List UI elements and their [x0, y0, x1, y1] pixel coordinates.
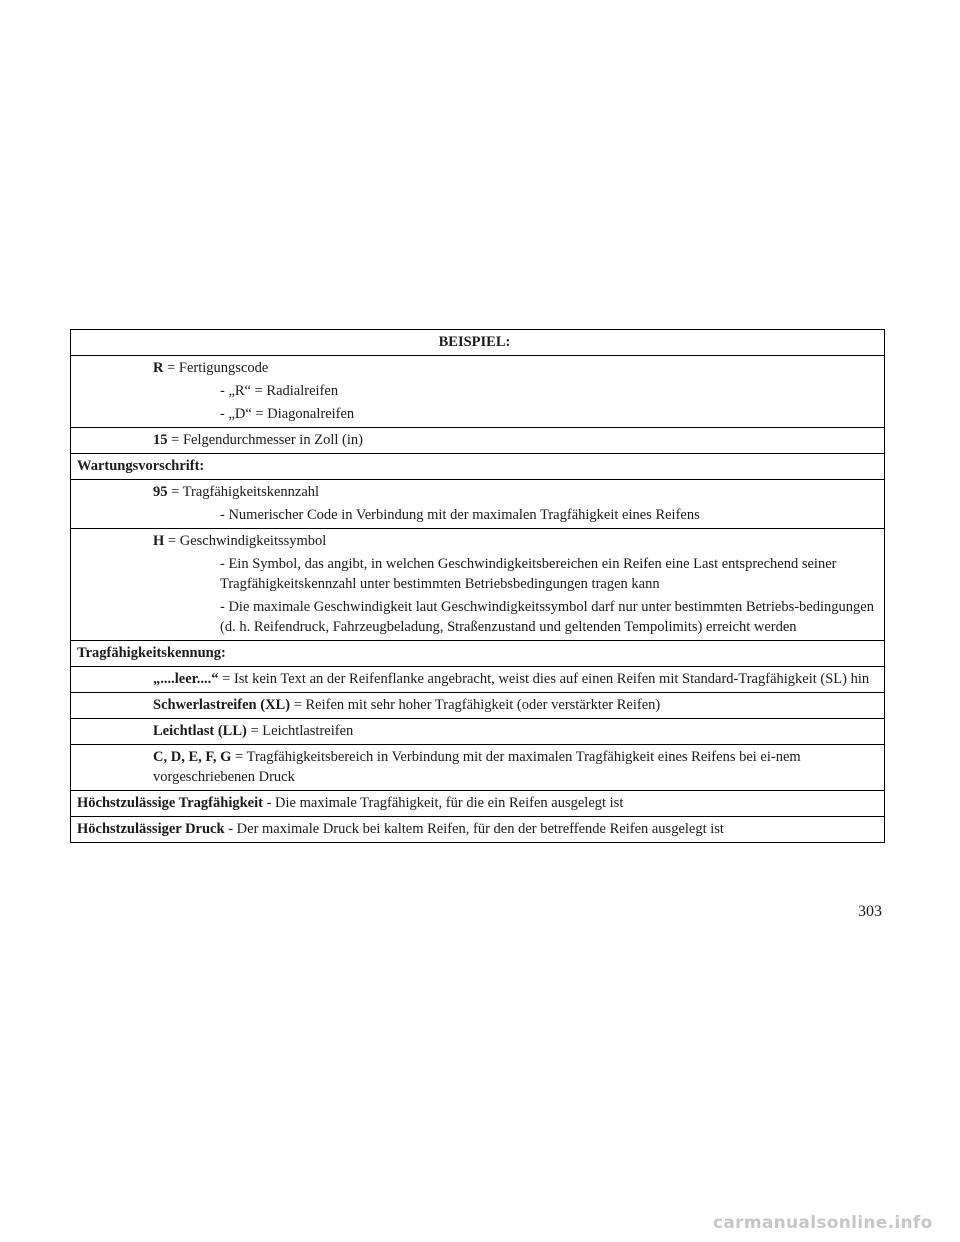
row-service-heading [71, 454, 884, 480]
page-number: 303 [858, 903, 882, 920]
row-load-id-heading [71, 641, 884, 667]
term-desc: Ist kein Text an der Reifenflanke angebracht, weist dies auf einen Reifen mit Standard-Tragfähigkeit (SL) hin [233, 671, 870, 687]
table-title-text: BEISPIEL: [438, 334, 511, 350]
row-max-load: Höchstzulässige Tragfähigkeit - Die maximale Tragfähigkeit, für die ein Reifen ausgelegt ist [71, 791, 884, 817]
term-key: 15 [153, 432, 168, 448]
watermark: carmanualsonline.info [713, 1213, 933, 1233]
term-key: Höchstzulässiger Druck [77, 821, 225, 837]
term-desc: Die maximale Tragfähigkeit, für die ein Reifen ausgelegt ist [275, 795, 624, 811]
term-key: Leichtlast (LL) [153, 723, 247, 739]
row-standard-load: „....leer....“ = Ist kein Text an der Reifenflanke angebracht, weist dies auf einen Reifen mit Standard-Tragfähigkeit (SL) hin [71, 667, 884, 693]
row-speed-symbol: H = Geschwindigkeitssymbol - Ein Symbol, das angibt, in welchen Geschwindigkeitsbereichen ein Reifen eine Last entsprechend seiner Tragfähigkeitskennzahl unter bestimmten Betriebsbedingungen tragen kann - Die maximale Geschwindigkeit laut Geschwindigkeitssymbol darf nur unter bestimmten Betriebs-bedingungen (d. h. Reifendruck, Fahrzeugbeladung, Straßenzustand und geltenden Tempolimits) erreicht werden [71, 529, 884, 641]
term-key: C, D, E, F, G [153, 749, 232, 765]
row-rim-diameter: 15 = Felgendurchmesser in Zoll (in) [71, 428, 884, 454]
term-desc: Fertigungscode [178, 360, 269, 376]
sub-item: - „R“ = Radialreifen [220, 383, 339, 399]
row-extra-load: Schwerlastreifen (XL) = Reifen mit sehr hoher Tragfähigkeit (oder verstärkter Reifen) [71, 693, 884, 719]
row-manufacturing-code: R = Fertigungscode - „R“ = Radialreifen - „D“ = Diagonalreifen [71, 356, 884, 428]
sub-item: - Numerischer Code in Verbindung mit der maximalen Tragfähigkeit eines Reifens [220, 507, 700, 523]
sub-item: - Ein Symbol, das angibt, in welchen Geschwindigkeitsbereichen ein Reifen eine Last entsprechend seiner Tragfähigkeitskennzahl unter bestimmten Betriebsbedingungen tragen kann [220, 556, 837, 592]
term-desc: Leichtlastreifen [262, 723, 354, 739]
row-max-pressure: Höchstzulässiger Druck - Der maximale Druck bei kaltem Reifen, für den der betreffende Reifen ausgelegt ist [71, 817, 884, 843]
row-load-index: 95 = Tragfähigkeitskennzahl - Numerischer Code in Verbindung mit der maximalen Tragfähigkeit eines Reifens [71, 480, 884, 529]
term-desc: Tragfähigkeitskennzahl [182, 484, 320, 500]
term-desc: Felgendurchmesser in Zoll (in) [182, 432, 363, 448]
term-desc: Reifen mit sehr hoher Tragfähigkeit (oder verstärkter Reifen) [305, 697, 661, 713]
term-key: Höchstzulässige Tragfähigkeit [77, 795, 263, 811]
sub-item: - Die maximale Geschwindigkeit laut Geschwindigkeitssymbol darf nur unter bestimmten Betriebs-bedingungen (d. h. Reifendruck, Fahrzeugbeladung, Straßenzustand und geltenden Tempolimits) erreicht werden [220, 599, 874, 635]
section-heading: Tragfähigkeitskennung: [77, 645, 226, 661]
row-load-range: C, D, E, F, G = Tragfähigkeitsbereich in Verbindung mit der maximalen Tragfähigkeit eines Reifens bei ei-nem vorgeschriebenen Druck [71, 745, 884, 791]
row-light-load: Leichtlast (LL) = Leichtlastreifen [71, 719, 884, 745]
term-key: Schwerlastreifen (XL) [153, 697, 291, 713]
sub-item: - „D“ = Diagonalreifen [220, 406, 355, 422]
term-desc: Geschwindigkeitssymbol [179, 533, 327, 549]
term-key: 95 [153, 484, 168, 500]
term-desc: Der maximale Druck bei kaltem Reifen, für den der betreffende Reifen ausgelegt ist [236, 821, 724, 837]
term-key: R [153, 360, 164, 376]
tire-code-table [70, 329, 885, 843]
term-key: H [153, 533, 165, 549]
table-title [71, 330, 884, 356]
term-desc: Tragfähigkeitsbereich in Verbindung mit der maximalen Tragfähigkeit eines Reifens bei ei-nem vorgeschriebenen Druck [153, 749, 801, 785]
term-key: „....leer....“ [153, 671, 219, 687]
section-heading: Wartungsvorschrift: [77, 458, 205, 474]
